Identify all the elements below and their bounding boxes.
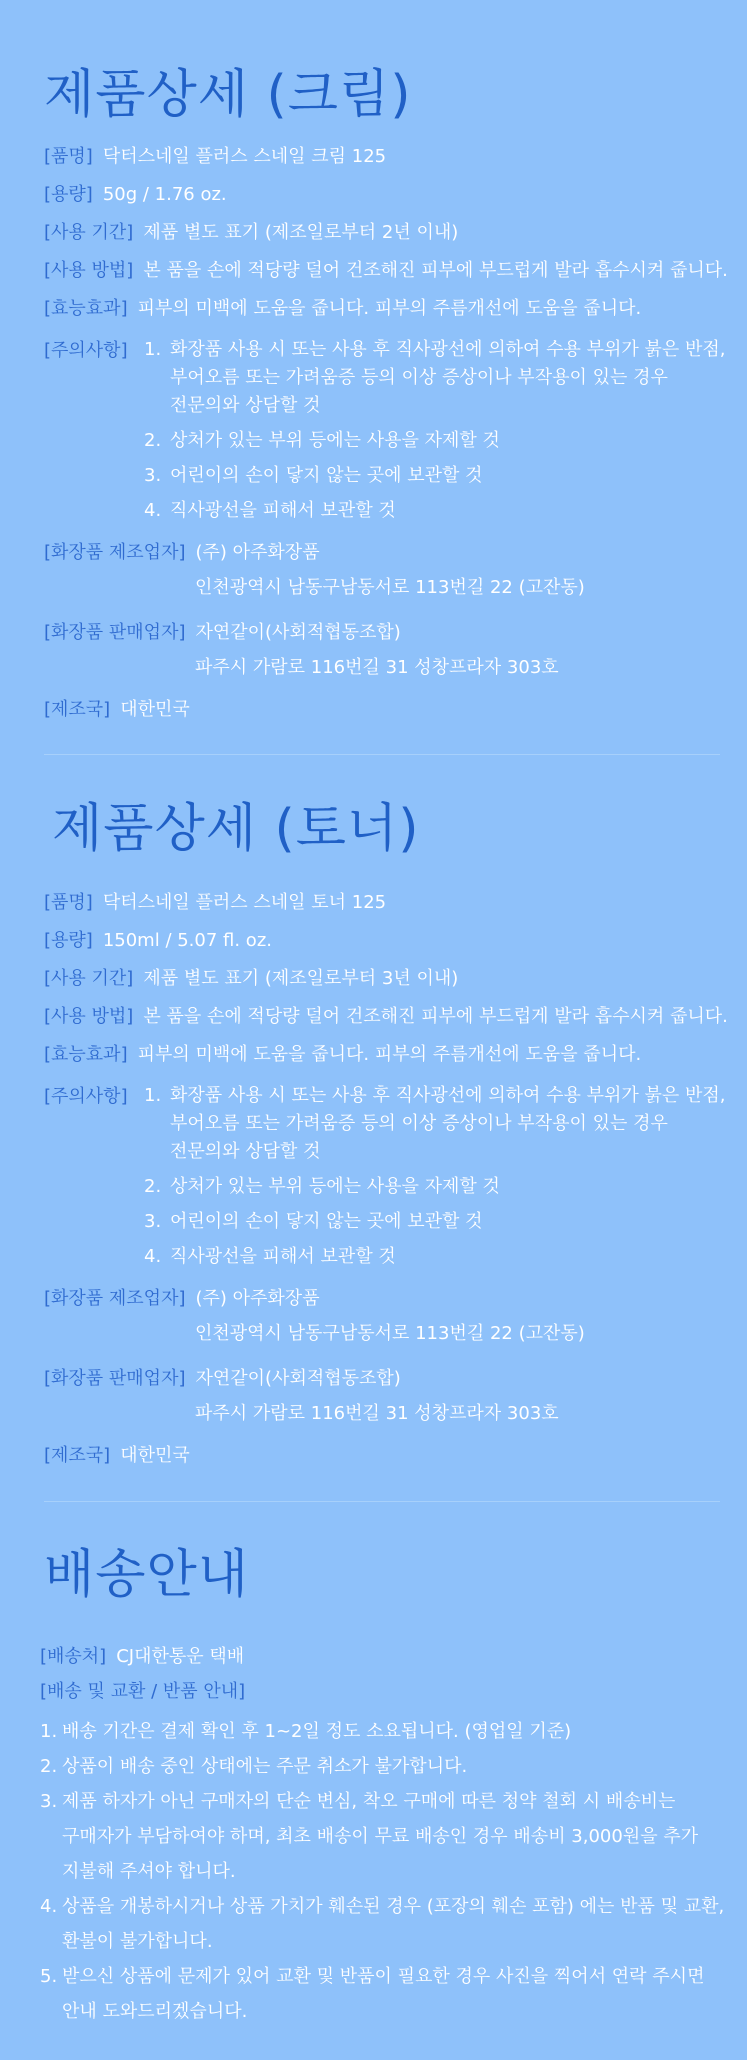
volume-label: [용량]: [44, 930, 93, 951]
toner-volume-row: [44, 923, 727, 958]
caution-num: 3.: [144, 1211, 162, 1232]
cream-period-row: [44, 215, 727, 250]
caution-line: 상처가 있는 부위 등에는 사용을 자제할 것: [170, 430, 500, 451]
caution-label: [주의사항]: [44, 340, 128, 361]
caution-num: 1.: [144, 1085, 162, 1106]
period-label: [사용 기간]: [44, 222, 134, 243]
usage-label: [사용 방법]: [44, 260, 134, 281]
seller-label: [화장품 판매업자]: [44, 622, 186, 643]
seller-address: 파주시 가람로 116번길 31 성창프라자 303호: [195, 1403, 559, 1424]
toner-period-row: [44, 961, 727, 996]
volume-value: 50g / 1.76 oz.: [102, 184, 227, 205]
shipping-policy-list: [40, 1714, 737, 2029]
policy-line: 지불해 주셔야 합니다.: [62, 1861, 236, 1882]
caution-num: 2.: [144, 1176, 162, 1197]
country-value: 대한민국: [120, 699, 190, 720]
policy-item: [40, 1889, 737, 1959]
toner-usage-row: [44, 999, 727, 1034]
volume-label: [용량]: [44, 184, 93, 205]
caution-line: 부어오름 또는 가려움증 등의 이상 증상이나 부작용이 있는 경우: [170, 367, 668, 388]
maker-address: 인천광역시 남동구남동서로 113번길 22 (고잔동): [195, 577, 585, 598]
policy-num: 5.: [40, 1966, 58, 1987]
usage-label: [사용 방법]: [44, 1006, 134, 1027]
effect-label: [효능효과]: [44, 298, 128, 319]
seller-value: 자연같이(사회적협동조합): [195, 1368, 401, 1389]
policy-item: [40, 1959, 737, 2029]
policy-line: 상품을 개봉하시거나 상품 가치가 훼손된 경우 (포장의 훼손 포함) 에는 반품 및 교환,: [62, 1896, 725, 1917]
period-label: [사용 기간]: [44, 968, 134, 989]
cream-title: 제품상세 (크림): [44, 65, 412, 125]
toner-name-row: [44, 885, 727, 920]
policy-num: 3.: [40, 1791, 58, 1812]
shipping-carrier-row: [40, 1639, 244, 1674]
caution-item: [144, 1243, 737, 1271]
policy-item: [40, 1784, 737, 1889]
policy-line: 받으신 상품에 문제가 있어 교환 및 반품이 필요한 경우 사진을 찍어서 연락 주시면: [62, 1966, 705, 1987]
maker-label: [화장품 제조업자]: [44, 1288, 186, 1309]
cream-seller-row: [44, 615, 727, 650]
country-value: 대한민국: [120, 1445, 190, 1466]
effect-value: 피부의 미백에 도움을 줍니다. 피부의 주름개선에 도움을 줍니다.: [137, 298, 642, 319]
caution-item: [144, 1173, 737, 1201]
period-value: 제품 별도 표기 (제조일로부터 3년 이내): [143, 968, 459, 989]
policy-line: 배송 기간은 결제 확인 후 1~2일 정도 소요됩니다. (영업일 기준): [62, 1721, 572, 1742]
caution-num: 4.: [144, 1246, 162, 1267]
caution-line: 전문의와 상담할 것: [170, 1141, 321, 1162]
volume-value: 150ml / 5.07 fl. oz.: [102, 930, 272, 951]
caution-line: 어린이의 손이 닿지 않는 곳에 보관할 것: [170, 465, 483, 486]
usage-value: 본 품을 손에 적당량 덜어 건조해진 피부에 부드럽게 발라 흡수시켜 줍니다.: [143, 260, 728, 281]
toner-seller-row: [44, 1361, 727, 1396]
policy-line: 상품이 배송 중인 상태에는 주문 취소가 불가합니다.: [62, 1756, 468, 1777]
caution-line: 화장품 사용 시 또는 사용 후 직사광선에 의하여 수용 부위가 붉은 반점,: [170, 339, 726, 360]
caution-line: 화장품 사용 시 또는 사용 후 직사광선에 의하여 수용 부위가 붉은 반점,: [170, 1085, 726, 1106]
seller-address: 파주시 가람로 116번길 31 성창프라자 303호: [195, 657, 559, 678]
caution-line: 전문의와 상담할 것: [170, 395, 321, 416]
caution-line: 부어오름 또는 가려움증 등의 이상 증상이나 부작용이 있는 경우: [170, 1113, 668, 1134]
caution-item: [144, 427, 737, 455]
country-label: [제조국]: [44, 699, 111, 720]
caution-item: [144, 1208, 737, 1236]
caution-num: 4.: [144, 500, 162, 521]
shipping-section: [0, 1502, 747, 2060]
policy-line: 구매자가 부담하여야 하며, 최초 배송이 무료 배송인 경우 배송비 3,000원을 추가: [62, 1826, 699, 1847]
cream-country-row: [44, 692, 727, 727]
caution-label: [주의사항]: [44, 1086, 128, 1107]
cream-maker-row: [44, 535, 727, 570]
policy-num: 1.: [40, 1721, 58, 1742]
policy-num: 2.: [40, 1756, 58, 1777]
policy-line: 제품 하자가 아닌 구매자의 단순 변심, 착오 구매에 따른 청약 철회 시 배송비는: [62, 1791, 676, 1812]
period-value: 제품 별도 표기 (제조일로부터 2년 이내): [143, 222, 459, 243]
policy-line: 안내 도와드리겠습니다.: [62, 2001, 248, 2022]
policy-line: 환불이 불가합니다.: [62, 1931, 213, 1952]
cream-volume-row: [44, 177, 727, 212]
policy-label: [배송 및 교환 / 반품 안내]: [40, 1681, 246, 1702]
carrier-label: [배송처]: [40, 1646, 107, 1667]
cream-effect-row: [44, 291, 727, 326]
effect-label: [효능효과]: [44, 1044, 128, 1065]
maker-address: 인천광역시 남동구남동서로 113번길 22 (고잔동): [195, 1323, 585, 1344]
country-label: [제조국]: [44, 1445, 111, 1466]
caution-num: 2.: [144, 430, 162, 451]
cream-name-row: [44, 139, 727, 174]
cream-caution-list: [144, 336, 737, 532]
usage-value: 본 품을 손에 적당량 덜어 건조해진 피부에 부드럽게 발라 흡수시켜 줍니다.: [143, 1006, 728, 1027]
caution-item: [144, 336, 737, 420]
toner-title: 제품상세 (토너): [52, 799, 420, 859]
caution-line: 어린이의 손이 닿지 않는 곳에 보관할 것: [170, 1211, 483, 1232]
carrier-value: CJ대한통운 택배: [116, 1646, 245, 1667]
shipping-policy-row: [40, 1674, 255, 1709]
toner-country-row: [44, 1438, 727, 1473]
toner-section: [0, 747, 747, 1502]
seller-label: [화장품 판매업자]: [44, 1368, 186, 1389]
caution-num: 3.: [144, 465, 162, 486]
toner-maker-row: [44, 1281, 727, 1316]
effect-value: 피부의 미백에 도움을 줍니다. 피부의 주름개선에 도움을 줍니다.: [137, 1044, 642, 1065]
policy-num: 4.: [40, 1896, 58, 1917]
name-label: [품명]: [44, 892, 93, 913]
toner-effect-row: [44, 1037, 727, 1072]
toner-caution-list: [144, 1082, 737, 1278]
caution-item: [144, 1082, 737, 1166]
maker-value: (주) 아주화장품: [195, 1288, 320, 1309]
caution-line: 직사광선을 피해서 보관할 것: [170, 1246, 396, 1267]
caution-line: 상처가 있는 부위 등에는 사용을 자제할 것: [170, 1176, 500, 1197]
seller-value: 자연같이(사회적협동조합): [195, 622, 401, 643]
shipping-title: 배송안내: [44, 1545, 249, 1605]
policy-item: [40, 1714, 737, 1749]
maker-label: [화장품 제조업자]: [44, 542, 186, 563]
caution-num: 1.: [144, 339, 162, 360]
caution-item: [144, 497, 737, 525]
cream-section: [0, 0, 747, 755]
maker-value: (주) 아주화장품: [195, 542, 320, 563]
cream-usage-row: [44, 253, 727, 288]
caution-line: 직사광선을 피해서 보관할 것: [170, 500, 396, 521]
name-label: [품명]: [44, 146, 93, 167]
policy-item: [40, 1749, 737, 1784]
caution-item: [144, 462, 737, 490]
name-value: 닥터스네일 플러스 스네일 토너 125: [102, 892, 387, 913]
name-value: 닥터스네일 플러스 스네일 크림 125: [102, 146, 387, 167]
